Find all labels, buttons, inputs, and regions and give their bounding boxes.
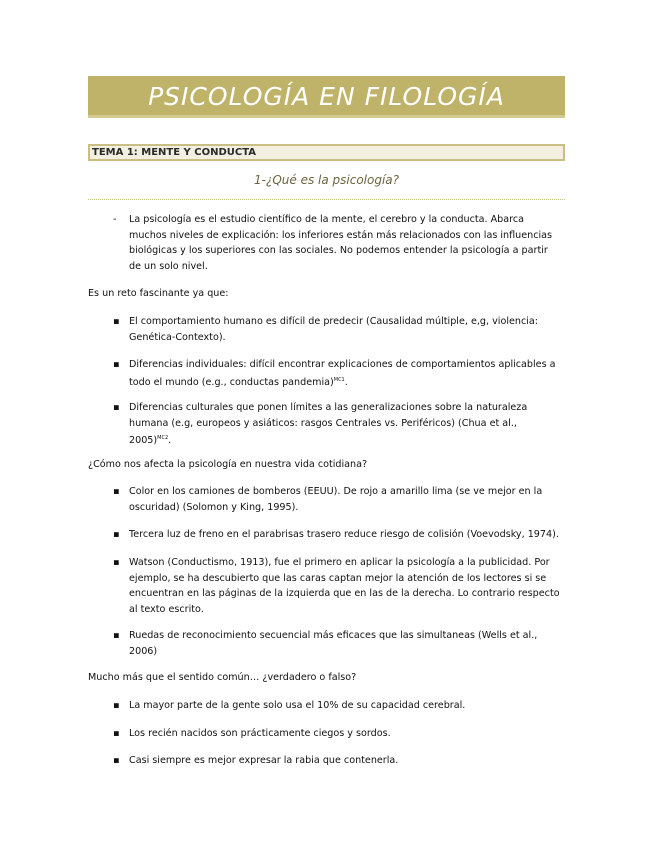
list-item: Casi siempre es mejor expresar la rabia que contenerla. xyxy=(129,755,399,766)
intro-paragraph: La psicología es el estudio científico de la mente, el cerebro y la conducta. Abarca muchos niveles de explicación: los inferiores están más relacionados con las influencias biológicas y los superiores con las sociales. No podemos entender la psicología a partir de un solo nivel. xyxy=(129,214,553,272)
list-item: Los recién nacidos son prácticamente ciegos y sordos. xyxy=(129,728,391,739)
list-item-text: Diferencias culturales que ponen límites a las generalizaciones sobre la naturaleza humana (e.g, europeos y asiáticos: rasgos Centrales vs. Periféricos) (Chua et al., 2005) xyxy=(129,402,528,447)
document-title: PSICOLOGÍA EN FILOLOGÍA xyxy=(148,82,505,111)
bullet-icon: ▪ xyxy=(113,700,120,711)
dash-bullet: - xyxy=(113,214,117,225)
list-item: Diferencias culturales que ponen límites a las generalizaciones sobre la naturaleza humana (e.g, europeos y asiáticos: rasgos Centrales vs. Periféricos) (Chua et al., 2005)$^{MC2}$. xyxy=(129,402,528,447)
comment-marker[interactable]: MC1 xyxy=(333,376,345,383)
list-item: La mayor parte de la gente solo usa el 10% de su capacidad cerebral. xyxy=(129,700,466,711)
bullet-icon: ▪ xyxy=(113,557,120,568)
comment-marker[interactable]: MC2 xyxy=(157,435,169,441)
bullet-icon: ▪ xyxy=(113,529,120,540)
bullet-icon: ▪ xyxy=(113,402,120,413)
divider xyxy=(88,199,565,200)
paragraph-heading: ¿Cómo nos afecta la psicología en nuestra vida cotidiana? xyxy=(88,459,368,470)
title-banner xyxy=(88,76,565,118)
bullet-icon: ▪ xyxy=(113,316,120,327)
paragraph-heading: Mucho más que el sentido común… ¿verdadero o falso? xyxy=(88,672,357,683)
bullet-icon: ▪ xyxy=(113,359,120,370)
bullet-icon: ▪ xyxy=(113,728,120,739)
list-item: Watson (Conductismo, 1913), fue el primero en aplicar la psicología a la publicidad. Por ejemplo, se ha descubierto que las caras captan mejor la atención de los lectores si se encuentran en las páginas de la izquierda que en las de la derecha. Lo contrario respecto al texto escrito. xyxy=(129,557,560,615)
list-item: El comportamiento humano es difícil de predecir (Causalidad múltiple, e,g, violencia: Genética-Contexto). xyxy=(129,316,539,343)
list-item: Ruedas de reconocimiento secuencial más eficaces que las simultaneas (Wells et al., 2006) xyxy=(129,630,538,657)
bullet-icon: ▪ xyxy=(113,630,120,641)
subsection-heading: 1-¿Qué es la psicología? xyxy=(253,173,400,187)
bullet-icon: ▪ xyxy=(113,486,120,497)
list-item: Tercera luz de freno en el parabrisas trasero reduce riesgo de colisión (Voevodsky, 1974). xyxy=(129,529,559,540)
section-heading: TEMA 1: MENTE Y CONDUCTA xyxy=(88,144,565,161)
list-item-text: Diferencias individuales: difícil encontrar explicaciones de comportamientos aplicables a todo el mundo (e.g., conductas pandemia) xyxy=(129,359,556,388)
list-item: Color en los camiones de bomberos (EEUU). De rojo a amarillo lima (se ve mejor en la oscuridad) (Solomon y King, 1995). xyxy=(129,486,543,513)
list-item: Diferencias individuales: difícil encontrar explicaciones de comportamientos aplicables a todo el mundo (e.g., conductas pandemia)$^{MC1}$. xyxy=(129,359,556,388)
bullet-icon: ▪ xyxy=(113,755,120,766)
paragraph-heading: Es un reto fascinante ya que: xyxy=(88,288,229,299)
